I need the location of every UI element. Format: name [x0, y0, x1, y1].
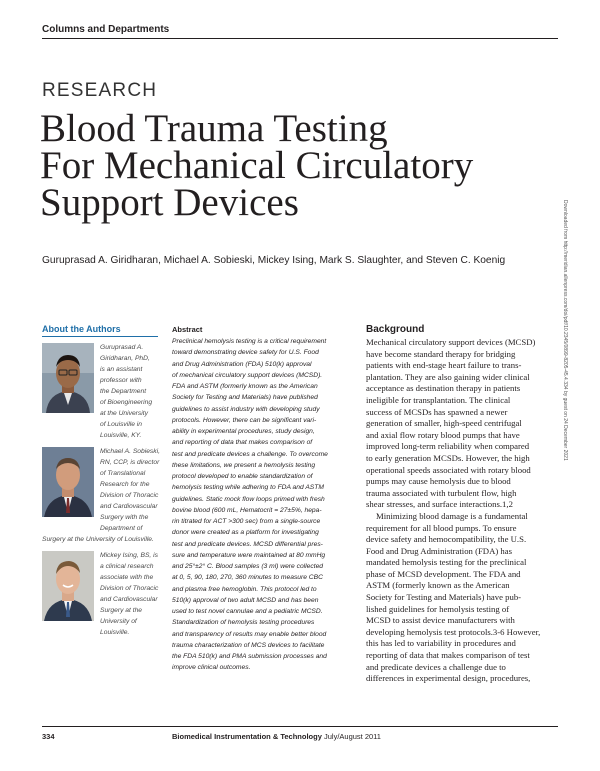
title-line: Support Devices	[40, 181, 299, 224]
header-rule	[42, 38, 558, 39]
download-watermark: Downloaded from http://meridian.allenpress.com/doi/pdf/10.2345/0899-8205-45.4.334 by guest on 24 December 2021	[562, 200, 568, 461]
author-bio-sobieski: Michael A. Sobieski, RN, CCP, is director of Translational Research for the Division of Thoracic and Cardiovascular Surgery with the Department of	[100, 448, 160, 532]
footer-rule	[42, 726, 558, 727]
about-authors-rule	[42, 336, 158, 337]
journal-citation	[172, 732, 381, 741]
abstract-heading: Abstract	[172, 325, 203, 334]
author-photo-ising	[42, 551, 94, 621]
author-bio-ising: Mickey Ising, BS, is a clinical research associate with the Division of Thoracic and Cardiovascular Surgery at the University of Louisville.	[100, 552, 159, 636]
background-heading: Background	[366, 324, 425, 335]
abstract-body: Preclinical hemolysis testing is a critical requirement toward demonstrating device safety for U.S. Food and Drug Administration (FDA) 510(k) approval of mechanical circulatory support devices (MCSD). FDA and ASTM (formerly known as the American Society for Testing and Materials) have published guidelines to assist industry with developing study protocols. However, there can be significant vari- ability in experimental procedures, study design, and reporting of data that makes comparison of test and predicate devices a challenge. To overcome these limitations, we present a hemolysis testing protocol developed to enable standardization of hemolysis testing while adhering to FDA and ASTM guidelines. Static mock flow loops primed with fresh bovine blood (600 mL, Hematocrit = 27±5%, hepa- rin titrated for ACT >300 sec) from a single-source donor were created as a platform for investigating test and predicate devices. MCSD differential pres- sure and temperature were maintained at 80 mmHg and 25°±2° C. Blood samples (3 ml) were collected at 0, 5, 90, 180, 270, 360 minutes to measure CBC and plasma free hemoglobin. This protocol led to 510(k) approval of two adult MCSD and has been used to test novel cannulae and a pediatric MCSD. Standardization of hemolysis testing procedures and transparency of results may enable better blood trauma characterization of MCS devices to facilitate the FDA 510(k) and PMA submission processes and improve clinical outcomes.	[172, 338, 328, 672]
author-bio-sobieski-tail: Surgery at the University of Louisville.	[42, 536, 154, 543]
author-list: Guruprasad A. Giridharan, Michael A. Sobieski, Mickey Ising, Mark S. Slaughter, and Steven C. Koenig	[42, 255, 506, 266]
article-title	[40, 107, 560, 224]
page-number: 334	[42, 732, 55, 741]
title-line: For Mechanical Circulatory	[40, 144, 474, 187]
author-bio-giridharan: Guruprasad A. Giridharan, PhD, is an assistant professor with the Department of Bioengineering at the University of Louisville in Louisville, KY.	[100, 344, 153, 439]
section-header: Columns and Departments	[42, 24, 170, 35]
author-photo-giridharan	[42, 343, 94, 413]
journal-issue: July/August 2011	[323, 732, 381, 741]
background-body: Mechanical circulatory support devices (MCSD) have become standard therapy for bridging patients with end-stage heart failure to trans- plantation. They are also gaining wider clinical acceptance as destination therapy in patients ineligible for transplantation. The clinical success of MCSDs has spawned a newer generation of smaller, high-speed centrifugal and axial flow rotary blood pumps that have improved long-term reliability when compared to early generation MCSDs. However, the high operational speeds associated with rotary blood pumps may cause hemolysis due to blood trauma associated with turbulent flow, high shear stresses, and surface interactions.1,2 Minimizing blood damage is a fundamental requirement for all blood pumps. To ensure device safety and hemocompatibility, the U.S. Food and Drug Administration (FDA) has mandated hemolysis testing for the preclinical phase of MCSD development. The FDA and ASTM (formerly known as the American Society for Testing and Materials) have pub- lished guidelines for hemolysis testing of MCSD to assist device manufacturers with developing hemolysis test protocols.3-6 However, this has led to variability in procedures and reporting of data that makes comparison of test and predicate devices a challenge due to differences in experimental design, procedures,	[366, 337, 541, 684]
article-kicker: RESEARCH	[42, 80, 158, 101]
title-line: Blood Trauma Testing	[40, 107, 388, 150]
journal-name: Biomedical Instrumentation & Technology	[172, 732, 322, 741]
about-authors-heading: About the Authors	[42, 324, 121, 334]
author-photo-sobieski	[42, 447, 94, 517]
